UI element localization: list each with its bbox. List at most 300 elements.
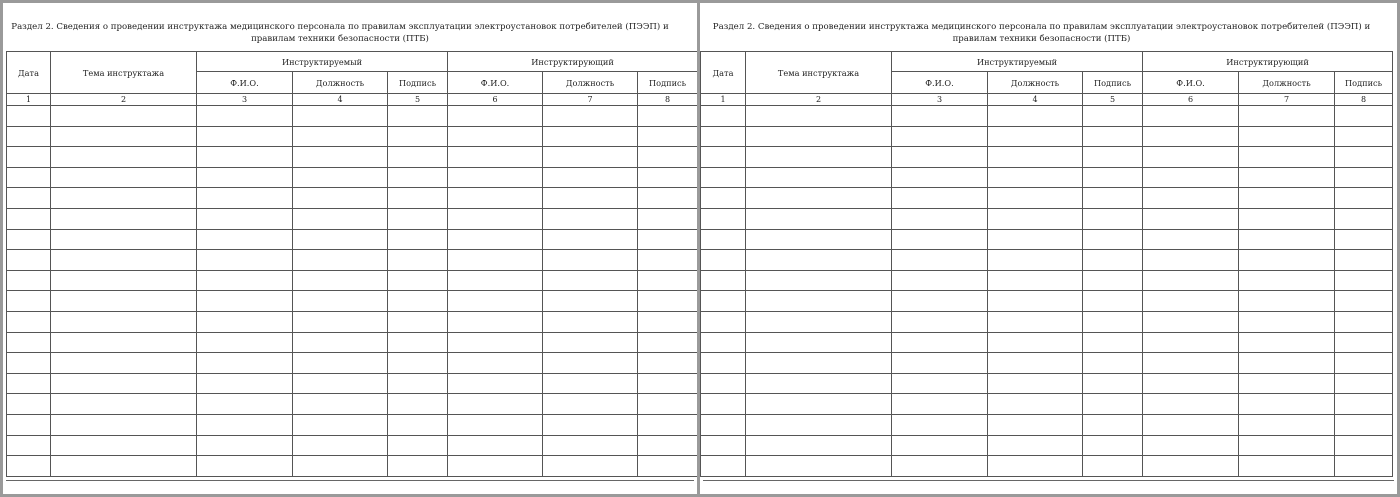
entry-cell[interactable] [638, 435, 698, 456]
entry-cell[interactable] [7, 208, 51, 229]
entry-cell[interactable] [701, 435, 746, 456]
entry-cell[interactable] [746, 270, 892, 291]
entry-cell[interactable] [1083, 106, 1143, 127]
entry-cell[interactable] [892, 373, 988, 394]
entry-cell[interactable] [1335, 332, 1393, 353]
entry-cell[interactable] [701, 208, 746, 229]
entry-cell[interactable] [988, 229, 1083, 250]
entry-cell[interactable] [543, 394, 638, 415]
entry-cell[interactable] [448, 414, 543, 435]
entry-cell[interactable] [7, 270, 51, 291]
entry-cell[interactable] [1239, 147, 1335, 168]
entry-cell[interactable] [448, 208, 543, 229]
entry-cell[interactable] [7, 106, 51, 127]
entry-cell[interactable] [892, 126, 988, 147]
entry-cell[interactable] [1083, 435, 1143, 456]
entry-cell[interactable] [638, 208, 698, 229]
entry-cell[interactable] [388, 167, 448, 188]
entry-cell[interactable] [293, 147, 388, 168]
entry-cell[interactable] [701, 126, 746, 147]
entry-cell[interactable] [988, 394, 1083, 415]
entry-cell[interactable] [1239, 188, 1335, 209]
table-row [701, 353, 1393, 374]
entry-cell[interactable] [7, 373, 51, 394]
entry-cell[interactable] [7, 291, 51, 312]
entry-cell[interactable] [1239, 353, 1335, 374]
entry-cell[interactable] [197, 106, 293, 127]
entry-cell[interactable] [1143, 456, 1239, 477]
header-instructed-fio: Ф.И.О. [197, 72, 293, 94]
entry-cell[interactable] [892, 147, 988, 168]
entry-cell[interactable] [746, 456, 892, 477]
entry-cell[interactable] [1239, 250, 1335, 271]
entry-cell[interactable] [988, 106, 1083, 127]
entry-cell[interactable] [197, 332, 293, 353]
entry-cell[interactable] [51, 188, 197, 209]
entry-cell[interactable] [543, 291, 638, 312]
entry-cell[interactable] [448, 188, 543, 209]
entry-cell[interactable] [197, 435, 293, 456]
entry-cell[interactable] [448, 435, 543, 456]
entry-cell[interactable] [1143, 250, 1239, 271]
entry-cell[interactable] [988, 353, 1083, 374]
entry-cell[interactable] [293, 456, 388, 477]
entry-cell[interactable] [388, 435, 448, 456]
entry-cell[interactable] [988, 414, 1083, 435]
entry-cell[interactable] [1239, 373, 1335, 394]
entry-cell[interactable] [7, 435, 51, 456]
entry-cell[interactable] [1143, 414, 1239, 435]
entry-cell[interactable] [197, 147, 293, 168]
entry-cell[interactable] [1143, 311, 1239, 332]
entry-cell[interactable] [293, 373, 388, 394]
entry-cell[interactable] [1335, 229, 1393, 250]
entry-cell[interactable] [1143, 208, 1239, 229]
entry-cell[interactable] [638, 414, 698, 435]
entry-cell[interactable] [988, 435, 1083, 456]
entry-cell[interactable] [293, 208, 388, 229]
entry-cell[interactable] [51, 353, 197, 374]
entry-cell[interactable] [988, 332, 1083, 353]
entry-cell[interactable] [638, 126, 698, 147]
entry-cell[interactable] [448, 353, 543, 374]
column-number: 4 [293, 94, 388, 106]
entry-cell[interactable] [197, 311, 293, 332]
entry-cell[interactable] [1143, 291, 1239, 312]
entry-cell[interactable] [701, 353, 746, 374]
entry-cell[interactable] [543, 456, 638, 477]
entry-cell[interactable] [1335, 270, 1393, 291]
entry-cell[interactable] [746, 414, 892, 435]
entry-cell[interactable] [1083, 456, 1143, 477]
entry-cell[interactable] [701, 291, 746, 312]
entry-cell[interactable] [988, 126, 1083, 147]
entry-cell[interactable] [701, 414, 746, 435]
entry-cell[interactable] [293, 332, 388, 353]
entry-cell[interactable] [988, 456, 1083, 477]
entry-cell[interactable] [388, 311, 448, 332]
entry-cell[interactable] [543, 250, 638, 271]
entry-cell[interactable] [543, 126, 638, 147]
entry-cell[interactable] [7, 332, 51, 353]
entry-cell[interactable] [388, 394, 448, 415]
entry-cell[interactable] [1335, 435, 1393, 456]
entry-cell[interactable] [701, 456, 746, 477]
entry-cell[interactable] [388, 353, 448, 374]
entry-cell[interactable] [638, 188, 698, 209]
entry-cell[interactable] [892, 394, 988, 415]
entry-cell[interactable] [51, 435, 197, 456]
entry-cell[interactable] [1083, 414, 1143, 435]
entry-cell[interactable] [892, 270, 988, 291]
entry-cell[interactable] [388, 229, 448, 250]
entry-cell[interactable] [746, 147, 892, 168]
entry-cell[interactable] [293, 270, 388, 291]
entry-cell[interactable] [988, 270, 1083, 291]
entry-cell[interactable] [51, 414, 197, 435]
entry-cell[interactable] [197, 126, 293, 147]
entry-cell[interactable] [197, 414, 293, 435]
entry-cell[interactable] [638, 456, 698, 477]
entry-cell[interactable] [638, 250, 698, 271]
entry-cell[interactable] [197, 167, 293, 188]
journal-page-right [697, 0, 1400, 497]
entry-cell[interactable] [7, 229, 51, 250]
entry-cell[interactable] [388, 126, 448, 147]
entry-cell[interactable] [7, 188, 51, 209]
entry-cell[interactable] [892, 167, 988, 188]
entry-cell[interactable] [543, 106, 638, 127]
entry-cell[interactable] [1083, 311, 1143, 332]
entry-cell[interactable] [892, 414, 988, 435]
entry-cell[interactable] [1239, 435, 1335, 456]
entry-cell[interactable] [7, 167, 51, 188]
entry-cell[interactable] [638, 270, 698, 291]
entry-cell[interactable] [1239, 229, 1335, 250]
entry-cell[interactable] [746, 208, 892, 229]
entry-cell[interactable] [543, 188, 638, 209]
entry-cell[interactable] [638, 106, 698, 127]
entry-cell[interactable] [51, 291, 197, 312]
entry-cell[interactable] [1143, 229, 1239, 250]
entry-cell[interactable] [638, 311, 698, 332]
entry-cell[interactable] [701, 270, 746, 291]
entry-cell[interactable] [1239, 456, 1335, 477]
entry-cell[interactable] [543, 311, 638, 332]
entry-cell[interactable] [197, 394, 293, 415]
entry-cell[interactable] [51, 373, 197, 394]
entry-cell[interactable] [1335, 353, 1393, 374]
entry-cell[interactable] [638, 332, 698, 353]
entry-cell[interactable] [388, 456, 448, 477]
entry-cell[interactable] [746, 126, 892, 147]
entry-cell[interactable] [293, 188, 388, 209]
entry-cell[interactable] [1239, 167, 1335, 188]
entry-cell[interactable] [51, 456, 197, 477]
entry-cell[interactable] [1143, 126, 1239, 147]
entry-cell[interactable] [293, 435, 388, 456]
entry-cell[interactable] [543, 435, 638, 456]
entry-cell[interactable] [51, 270, 197, 291]
entry-cell[interactable] [892, 311, 988, 332]
entry-cell[interactable] [448, 291, 543, 312]
entry-cell[interactable] [746, 435, 892, 456]
table-body [701, 106, 1393, 477]
entry-cell[interactable] [1083, 270, 1143, 291]
entry-cell[interactable] [746, 291, 892, 312]
entry-cell[interactable] [892, 208, 988, 229]
entry-cell[interactable] [448, 106, 543, 127]
entry-cell[interactable] [1335, 311, 1393, 332]
entry-cell[interactable] [701, 147, 746, 168]
column-number: 5 [1083, 94, 1143, 106]
entry-cell[interactable] [7, 126, 51, 147]
entry-cell[interactable] [1083, 353, 1143, 374]
entry-cell[interactable] [892, 332, 988, 353]
entry-cell[interactable] [7, 250, 51, 271]
entry-cell[interactable] [1335, 394, 1393, 415]
entry-cell[interactable] [1083, 394, 1143, 415]
entry-cell[interactable] [197, 353, 293, 374]
entry-cell[interactable] [293, 126, 388, 147]
entry-cell[interactable] [988, 373, 1083, 394]
entry-cell[interactable] [1335, 188, 1393, 209]
entry-cell[interactable] [1143, 394, 1239, 415]
entry-cell[interactable] [701, 167, 746, 188]
entry-cell[interactable] [388, 270, 448, 291]
entry-cell[interactable] [988, 188, 1083, 209]
entry-cell[interactable] [701, 311, 746, 332]
entry-cell[interactable] [293, 229, 388, 250]
entry-cell[interactable] [1335, 167, 1393, 188]
entry-cell[interactable] [1335, 250, 1393, 271]
entry-cell[interactable] [746, 167, 892, 188]
entry-cell[interactable] [293, 353, 388, 374]
entry-cell[interactable] [448, 229, 543, 250]
entry-cell[interactable] [7, 414, 51, 435]
entry-cell[interactable] [988, 167, 1083, 188]
entry-cell[interactable] [1083, 229, 1143, 250]
entry-cell[interactable] [1239, 311, 1335, 332]
entry-cell[interactable] [543, 353, 638, 374]
entry-cell[interactable] [197, 291, 293, 312]
entry-cell[interactable] [448, 373, 543, 394]
entry-cell[interactable] [988, 250, 1083, 271]
entry-cell[interactable] [7, 147, 51, 168]
entry-cell[interactable] [1239, 126, 1335, 147]
entry-cell[interactable] [1335, 106, 1393, 127]
entry-cell[interactable] [1239, 291, 1335, 312]
entry-cell[interactable] [543, 270, 638, 291]
entry-cell[interactable] [293, 414, 388, 435]
entry-cell[interactable] [638, 167, 698, 188]
entry-cell[interactable] [638, 229, 698, 250]
entry-cell[interactable] [448, 394, 543, 415]
entry-cell[interactable] [892, 106, 988, 127]
entry-cell[interactable] [388, 332, 448, 353]
entry-cell[interactable] [1335, 291, 1393, 312]
entry-cell[interactable] [51, 167, 197, 188]
entry-cell[interactable] [543, 373, 638, 394]
entry-cell[interactable] [1239, 394, 1335, 415]
entry-cell[interactable] [293, 167, 388, 188]
entry-cell[interactable] [988, 311, 1083, 332]
entry-cell[interactable] [448, 250, 543, 271]
entry-cell[interactable] [448, 456, 543, 477]
entry-cell[interactable] [388, 188, 448, 209]
entry-cell[interactable] [51, 208, 197, 229]
entry-cell[interactable] [543, 147, 638, 168]
entry-cell[interactable] [197, 250, 293, 271]
entry-cell[interactable] [197, 270, 293, 291]
entry-cell[interactable] [197, 456, 293, 477]
entry-cell[interactable] [7, 311, 51, 332]
entry-cell[interactable] [701, 188, 746, 209]
entry-cell[interactable] [51, 394, 197, 415]
entry-cell[interactable] [51, 147, 197, 168]
entry-cell[interactable] [1335, 147, 1393, 168]
entry-cell[interactable] [448, 270, 543, 291]
entry-cell[interactable] [448, 147, 543, 168]
entry-cell[interactable] [51, 229, 197, 250]
entry-cell[interactable] [1143, 106, 1239, 127]
entry-cell[interactable] [988, 208, 1083, 229]
entry-cell[interactable] [638, 147, 698, 168]
entry-cell[interactable] [1239, 208, 1335, 229]
entry-cell[interactable] [1083, 291, 1143, 312]
entry-cell[interactable] [388, 414, 448, 435]
entry-cell[interactable] [1239, 270, 1335, 291]
entry-cell[interactable] [1143, 167, 1239, 188]
entry-cell[interactable] [1143, 373, 1239, 394]
entry-cell[interactable] [892, 188, 988, 209]
entry-cell[interactable] [388, 147, 448, 168]
entry-cell[interactable] [1143, 147, 1239, 168]
entry-cell[interactable] [448, 126, 543, 147]
entry-cell[interactable] [1083, 126, 1143, 147]
entry-cell[interactable] [892, 435, 988, 456]
entry-cell[interactable] [7, 394, 51, 415]
entry-cell[interactable] [1083, 373, 1143, 394]
table-row [7, 229, 698, 250]
entry-cell[interactable] [448, 311, 543, 332]
entry-cell[interactable] [7, 353, 51, 374]
entry-cell[interactable] [638, 291, 698, 312]
entry-cell[interactable] [197, 229, 293, 250]
entry-cell[interactable] [1083, 250, 1143, 271]
entry-cell[interactable] [293, 394, 388, 415]
entry-cell[interactable] [388, 106, 448, 127]
entry-cell[interactable] [638, 394, 698, 415]
entry-cell[interactable] [543, 414, 638, 435]
entry-cell[interactable] [1083, 188, 1143, 209]
entry-cell[interactable] [1335, 126, 1393, 147]
table-row [701, 126, 1393, 147]
entry-cell[interactable] [543, 167, 638, 188]
entry-cell[interactable] [448, 332, 543, 353]
entry-cell[interactable] [1239, 106, 1335, 127]
entry-cell[interactable] [1083, 332, 1143, 353]
entry-cell[interactable] [1143, 353, 1239, 374]
entry-cell[interactable] [51, 126, 197, 147]
entry-cell[interactable] [197, 188, 293, 209]
entry-cell[interactable] [1335, 208, 1393, 229]
entry-cell[interactable] [1143, 188, 1239, 209]
table-row [701, 414, 1393, 435]
entry-cell[interactable] [701, 373, 746, 394]
entry-cell[interactable] [892, 229, 988, 250]
entry-cell[interactable] [7, 456, 51, 477]
entry-cell[interactable] [1335, 373, 1393, 394]
entry-cell[interactable] [746, 394, 892, 415]
entry-cell[interactable] [1143, 332, 1239, 353]
entry-cell[interactable] [51, 311, 197, 332]
entry-cell[interactable] [293, 291, 388, 312]
entry-cell[interactable] [543, 229, 638, 250]
entry-cell[interactable] [746, 353, 892, 374]
entry-cell[interactable] [51, 250, 197, 271]
entry-cell[interactable] [746, 332, 892, 353]
entry-cell[interactable] [638, 353, 698, 374]
entry-cell[interactable] [1083, 167, 1143, 188]
entry-cell[interactable] [701, 332, 746, 353]
bottom-rule [703, 480, 1394, 481]
entry-cell[interactable] [51, 332, 197, 353]
entry-cell[interactable] [892, 250, 988, 271]
entry-cell[interactable] [1239, 332, 1335, 353]
entry-cell[interactable] [746, 106, 892, 127]
entry-cell[interactable] [448, 167, 543, 188]
entry-cell[interactable] [892, 456, 988, 477]
entry-cell[interactable] [197, 208, 293, 229]
entry-cell[interactable] [1335, 414, 1393, 435]
entry-cell[interactable] [746, 373, 892, 394]
entry-cell[interactable] [1083, 208, 1143, 229]
entry-cell[interactable] [51, 106, 197, 127]
entry-cell[interactable] [1143, 435, 1239, 456]
entry-cell[interactable] [746, 229, 892, 250]
entry-cell[interactable] [701, 106, 746, 127]
entry-cell[interactable] [1335, 456, 1393, 477]
entry-cell[interactable] [892, 291, 988, 312]
entry-cell[interactable] [197, 373, 293, 394]
entry-cell[interactable] [1239, 414, 1335, 435]
entry-cell[interactable] [746, 250, 892, 271]
entry-cell[interactable] [388, 208, 448, 229]
entry-cell[interactable] [638, 373, 698, 394]
entry-cell[interactable] [543, 332, 638, 353]
entry-cell[interactable] [746, 311, 892, 332]
entry-cell[interactable] [1083, 147, 1143, 168]
header-date: Дата [7, 52, 51, 94]
entry-cell[interactable] [388, 291, 448, 312]
entry-cell[interactable] [388, 373, 448, 394]
entry-cell[interactable] [892, 353, 988, 374]
entry-cell[interactable] [701, 394, 746, 415]
entry-cell[interactable] [543, 208, 638, 229]
entry-cell[interactable] [293, 250, 388, 271]
entry-cell[interactable] [701, 229, 746, 250]
entry-cell[interactable] [746, 188, 892, 209]
entry-cell[interactable] [293, 106, 388, 127]
entry-cell[interactable] [988, 147, 1083, 168]
entry-cell[interactable] [701, 250, 746, 271]
entry-cell[interactable] [388, 250, 448, 271]
entry-cell[interactable] [988, 291, 1083, 312]
entry-cell[interactable] [293, 311, 388, 332]
column-number: 5 [388, 94, 448, 106]
entry-cell[interactable] [1143, 270, 1239, 291]
